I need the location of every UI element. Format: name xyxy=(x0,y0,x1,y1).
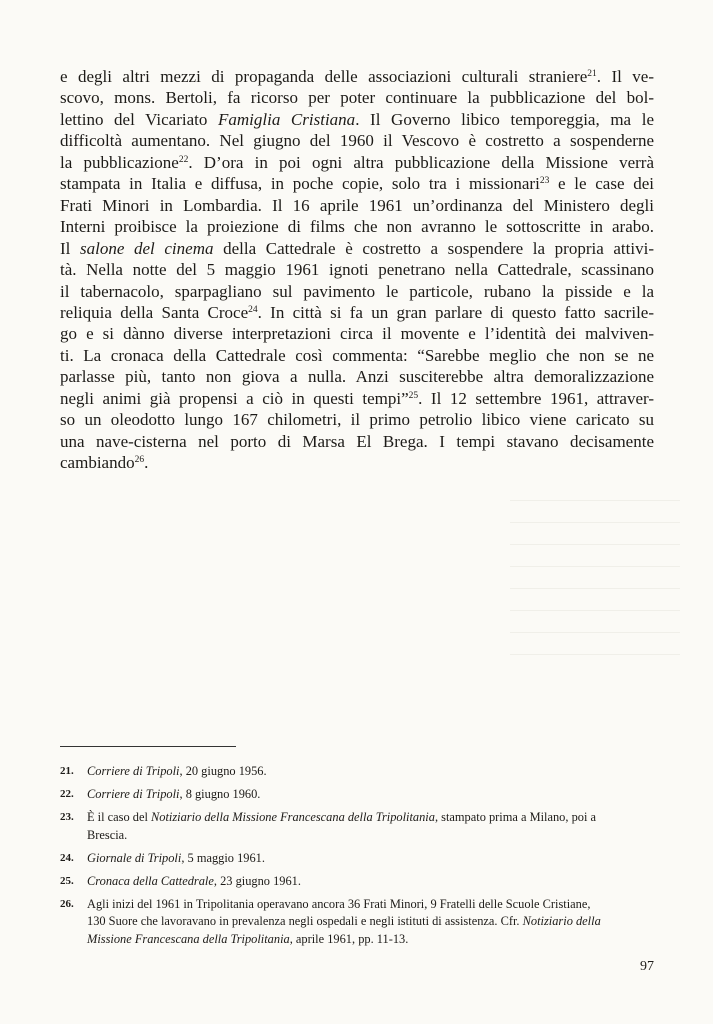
text-run: . Il 12 settembre 1961, attraver- xyxy=(418,388,654,408)
footnote-ref: 21 xyxy=(587,69,597,79)
italic-text: Corriere di Tripoli xyxy=(87,764,180,778)
text-run: . Il ve- xyxy=(596,67,654,86)
italic-text: Famiglia Cristiana xyxy=(217,109,356,129)
footnote-number: 24. xyxy=(60,851,74,864)
italic-text: Giornale di Tripoli xyxy=(87,850,182,865)
footnote-number: 22. xyxy=(60,788,74,801)
footnote-ref: 25 xyxy=(408,390,419,401)
text-line xyxy=(60,173,654,194)
footnote-ref: 22 xyxy=(178,154,189,165)
text-run: , 23 giugno 1961. xyxy=(213,874,301,889)
text-run: , 5 maggio 1961. xyxy=(181,850,265,865)
footnote-ref: 23 xyxy=(539,176,550,187)
italic-text: Corriere di Tripoli xyxy=(87,787,180,802)
footnote-line xyxy=(87,873,655,890)
text-run: , aprile 1961, pp. 11-13. xyxy=(289,931,409,946)
text-run: Il xyxy=(60,238,80,258)
text-line xyxy=(60,409,654,430)
text-line xyxy=(60,66,654,87)
footnote xyxy=(60,786,655,803)
text-line xyxy=(60,87,654,108)
footnote-number: 25. xyxy=(60,875,74,888)
text-line xyxy=(60,130,654,151)
footnote-ref: 24 xyxy=(248,304,258,315)
footnote-line xyxy=(87,931,655,948)
text-run: go e si dànno diverse interpretazioni circa il movente e l’identità dei malviven- xyxy=(60,324,654,344)
text-run: 130 Suore che lavoravano in prevalenza negli ospedali e negli istituti di assistenza. Cfr. xyxy=(87,914,523,929)
footnote-number: 26. xyxy=(60,898,74,911)
text-line xyxy=(60,259,654,280)
text-run: , 8 giugno 1960. xyxy=(179,787,261,802)
italic-text: Notiziario della xyxy=(522,914,601,929)
text-run: Brescia. xyxy=(87,827,128,842)
text-run: cambiando xyxy=(60,453,135,473)
text-run: stampata in Italia e diffusa, in poche copie, solo tra i missionari xyxy=(60,174,540,194)
text-run: . In città si fa un gran parlare di questo fatto sacrile- xyxy=(257,302,654,322)
text-run: della Cattedrale è costretto a sospendere la propria attivi- xyxy=(213,238,654,258)
body-text xyxy=(60,66,654,474)
footnote-ref: 26 xyxy=(134,455,145,466)
text-run: ti. La cronaca della Cattedrale così commenta: “Sarebbe meglio che non se ne xyxy=(60,345,654,365)
italic-text: Missione Francescana della Tripolitania xyxy=(87,931,290,946)
bleed-through-text xyxy=(510,500,680,700)
italic-text: Notiziario della Missione Francescana della Tripolitania xyxy=(151,810,435,825)
footnote xyxy=(60,873,655,890)
text-run: il tabernacolo, sparpagliano sul pavimento le particole, rubano la pisside e la xyxy=(60,281,654,301)
text-run: e degli altri mezzi di propaganda delle associazioni culturali straniere xyxy=(60,67,588,86)
footnote-line xyxy=(87,896,655,913)
text-line xyxy=(60,345,654,366)
italic-text: Cronaca della Cattedrale xyxy=(87,874,214,889)
text-run: È il caso del xyxy=(87,810,151,825)
text-run: Frati Minori in Lombardia. Il 16 aprile 1961 un’ordinanza del Ministero degli xyxy=(60,195,654,215)
text-run: . xyxy=(144,453,149,473)
footnote xyxy=(60,763,655,780)
text-line xyxy=(60,323,654,344)
text-run: la pubblicazione xyxy=(60,152,179,172)
italic-text: salone del cinema xyxy=(80,238,214,258)
footnote xyxy=(60,809,655,843)
text-line xyxy=(60,238,654,259)
footnote-line xyxy=(87,850,655,867)
footnote-line xyxy=(87,827,655,844)
text-run: lettino del Vicariato xyxy=(60,109,218,129)
text-run: negli animi già propensi a ciò in questi tempi” xyxy=(60,388,409,408)
text-run: una nave-cisterna nel porto di Marsa El Brega. I tempi stavano decisamente xyxy=(60,431,654,451)
text-run: , stampato prima a Milano, poi a xyxy=(434,810,596,825)
text-line xyxy=(60,452,654,473)
text-line xyxy=(60,431,654,452)
text-run: so un oleodotto lungo 167 chilometri, il primo petrolio libico viene caricato su xyxy=(60,410,654,430)
text-line xyxy=(60,302,654,323)
text-run: Interni proibisce la proiezione di films che non avranno le sottoscritte in arabo. xyxy=(60,217,654,237)
text-run: . Il Governo libico temporeggia, ma le xyxy=(355,109,654,129)
text-run: tà. Nella notte del 5 maggio 1961 ignoti penetrano nella Cattedrale, scassinano xyxy=(60,260,654,280)
text-run: scovo, mons. Bertoli, fa ricorso per poter continuare la pubblicazione del bol- xyxy=(60,88,654,108)
text-run: difficoltà aumentano. Nel giugno del 1960 il Vescovo è costretto a sospenderne xyxy=(60,131,654,151)
footnote-line xyxy=(87,913,655,930)
text-run: reliquia della Santa Croce xyxy=(60,302,249,322)
text-line xyxy=(60,281,654,302)
footnote-line xyxy=(87,786,655,803)
footnote xyxy=(60,850,655,867)
footnote-number: 23. xyxy=(60,811,74,824)
text-run: parlasse più, tanto non giova a nulla. Anzi susciterebbe altra demoralizzazione xyxy=(60,367,654,387)
footnote-line xyxy=(87,763,655,780)
text-line xyxy=(60,216,654,237)
text-line xyxy=(60,152,654,173)
footnote-number: 21. xyxy=(60,765,74,777)
text-line xyxy=(60,109,654,130)
page-number: 97 xyxy=(640,959,654,974)
text-run: . D’ora in poi ogni altra pubblicazione della Missione verrà xyxy=(188,152,655,172)
footnotes xyxy=(60,763,655,954)
text-line xyxy=(60,195,654,216)
footnote-line xyxy=(87,809,655,826)
text-line xyxy=(60,388,654,409)
text-line xyxy=(60,366,654,387)
text-run: , 20 giugno 1956. xyxy=(179,764,267,778)
footnote xyxy=(60,896,655,948)
footnote-separator xyxy=(60,746,236,747)
text-run: e le case dei xyxy=(549,174,654,194)
text-run: Agli inizi del 1961 in Tripolitania operavano ancora 36 Frati Minori, 9 Fratelli delle Scuole Cristiane, xyxy=(87,897,591,912)
